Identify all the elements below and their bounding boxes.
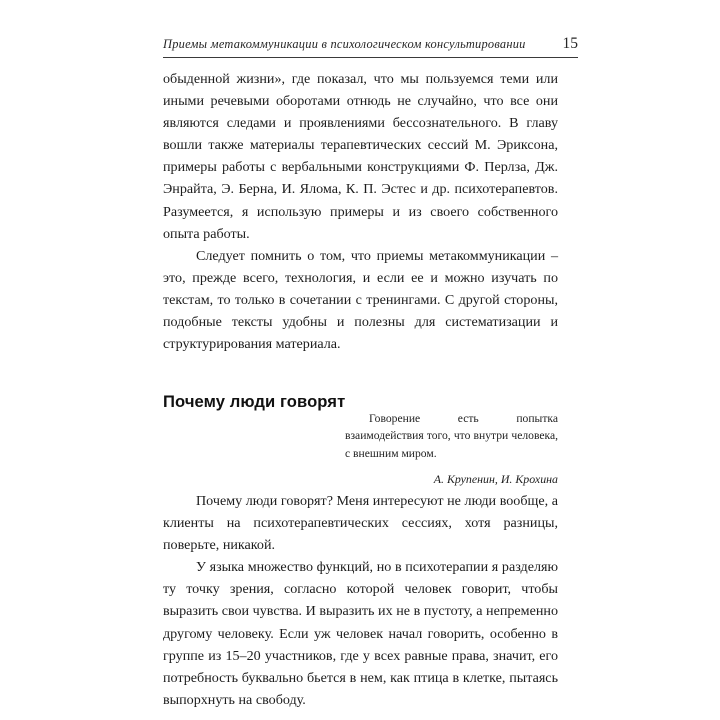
epigraph-block <box>345 410 558 487</box>
epigraph-source: А. Крупенин, И. Крохина <box>433 472 558 487</box>
paragraph: Почему люди говорят? Меня интересуют не люди вообще, а клиенты на психотерапевтических сессиях, хотя разницы, поверьте, никакой. <box>163 493 558 554</box>
running-head-title: Приемы метакоммуникации в психологическом консультировании <box>163 37 526 51</box>
paragraph: обыденной жизни», где показал, что мы пользуемся теми или иными речевыми оборотами отнюдь не случайно, что все они являются следами и проявлениями бессознательного. В главу вошли также материалы терапевтических сессий М. Эриксона, примеры работы с вербальными конструкциями Ф. Перлза, Дж. Энрайта, Э. Берна, И. Ялома, К. П. Эстес и др. психотерапевтов. Разумеется, я использую примеры и из своего собственного опыта работы. <box>163 71 558 242</box>
paragraph: Следует помнить о том, что приемы метакоммуникации – это, прежде всего, технология, и если ее и можно изучать по текстам, то только в сочетании с тренингами. С другой стороны, подобные тексты удобны и полезны для систематизации и структурирования материала. <box>163 247 558 353</box>
page-number: 15 <box>562 35 578 52</box>
header-rule-divider <box>163 57 578 58</box>
running-head <box>163 36 578 52</box>
body-text-bottom <box>163 490 558 711</box>
section-heading: Почему люди говорят <box>163 391 346 411</box>
body-text-top <box>163 68 558 355</box>
paragraph: У языка множество функций, но в психотерапии я разделяю ту точку зрения, согласно которой человек говорит, чтобы выразить свои чувства. И выразить их не в пустоту, а непременно другому человеку. Если уж человек начал говорить, особенно в группе из 15–20 участников, где у всех равные права, значит, его потребность буквально бьется в нем, как птица в клетке, пытаясь выпорхнуть на свободу. <box>163 559 558 708</box>
epigraph-text: Говорение есть попытка взаимодействия того, что внутри человека, с внешним миром. <box>345 412 558 460</box>
